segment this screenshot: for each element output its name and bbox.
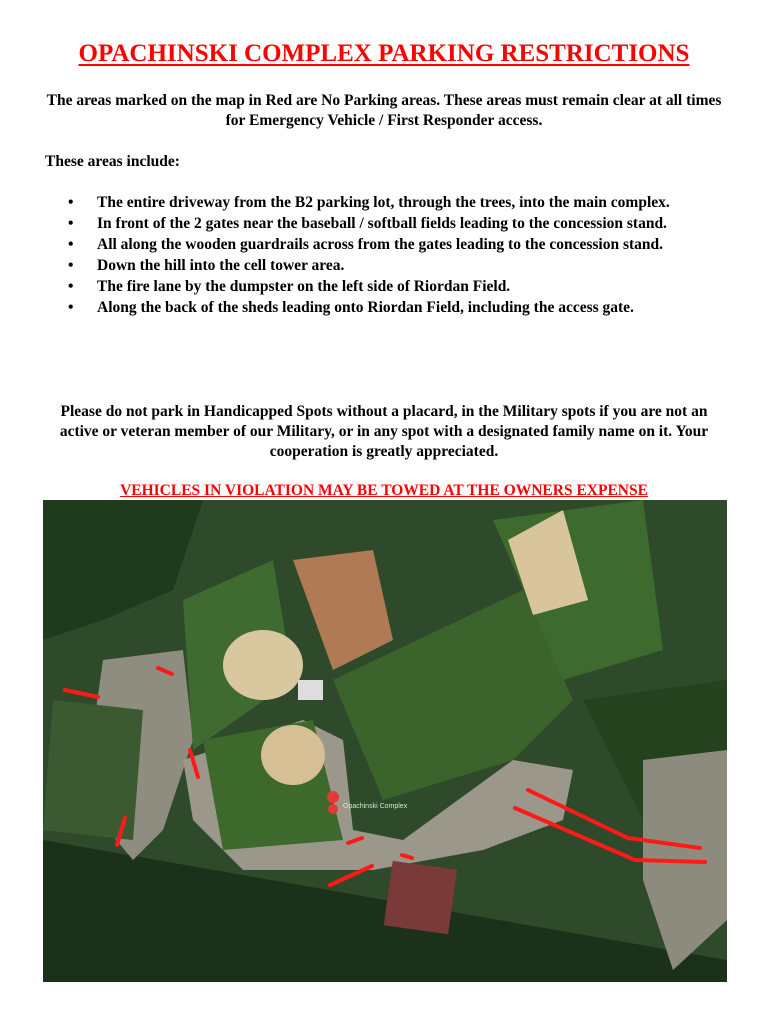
aerial-map: [43, 500, 727, 982]
list-item: • Down the hill into the cell tower area.: [46, 255, 726, 276]
list-item: • The fire lane by the dumpster on the left side of Riordan Field.: [46, 276, 726, 297]
page-title: OPACHINSKI COMPLEX PARKING RESTRICTIONS: [78, 40, 690, 67]
tow-warning: VEHICLES IN VIOLATION MAY BE TOWED AT THE OWNERS EXPENSE: [120, 482, 648, 499]
list-item: • The entire driveway from the B2 parking lot, through the trees, into the main complex.: [46, 192, 726, 213]
field: [43, 700, 143, 840]
list-item: • In front of the 2 gates near the baseball / softball fields leading to the concession stand.: [46, 213, 726, 234]
list-item: • Along the back of the sheds leading onto Riordan Field, including the access gate.: [46, 297, 726, 318]
basketball-court: [384, 861, 457, 934]
restricted-areas-list: [46, 192, 726, 318]
pin-label: Opachinski Complex: [343, 803, 408, 810]
infield: [223, 630, 303, 700]
concession-stand: [298, 680, 323, 700]
infield: [261, 725, 325, 785]
intro-text: The areas marked on the map in Red are No Parking areas. These areas must remain clear at all times for Emergency Vehicle / First Responder access.: [46, 92, 722, 129]
list-item: • All along the wooden guardrails across from the gates leading to the concession stand.: [46, 234, 726, 255]
list-heading: These areas include:: [45, 153, 180, 170]
notice-text: Please do not park in Handicapped Spots without a placard, in the Military spots if you are not an active or veteran member of our Military, or in any spot with a designated family name on it. Your cooperation is greatly appreciated.: [59, 403, 709, 460]
